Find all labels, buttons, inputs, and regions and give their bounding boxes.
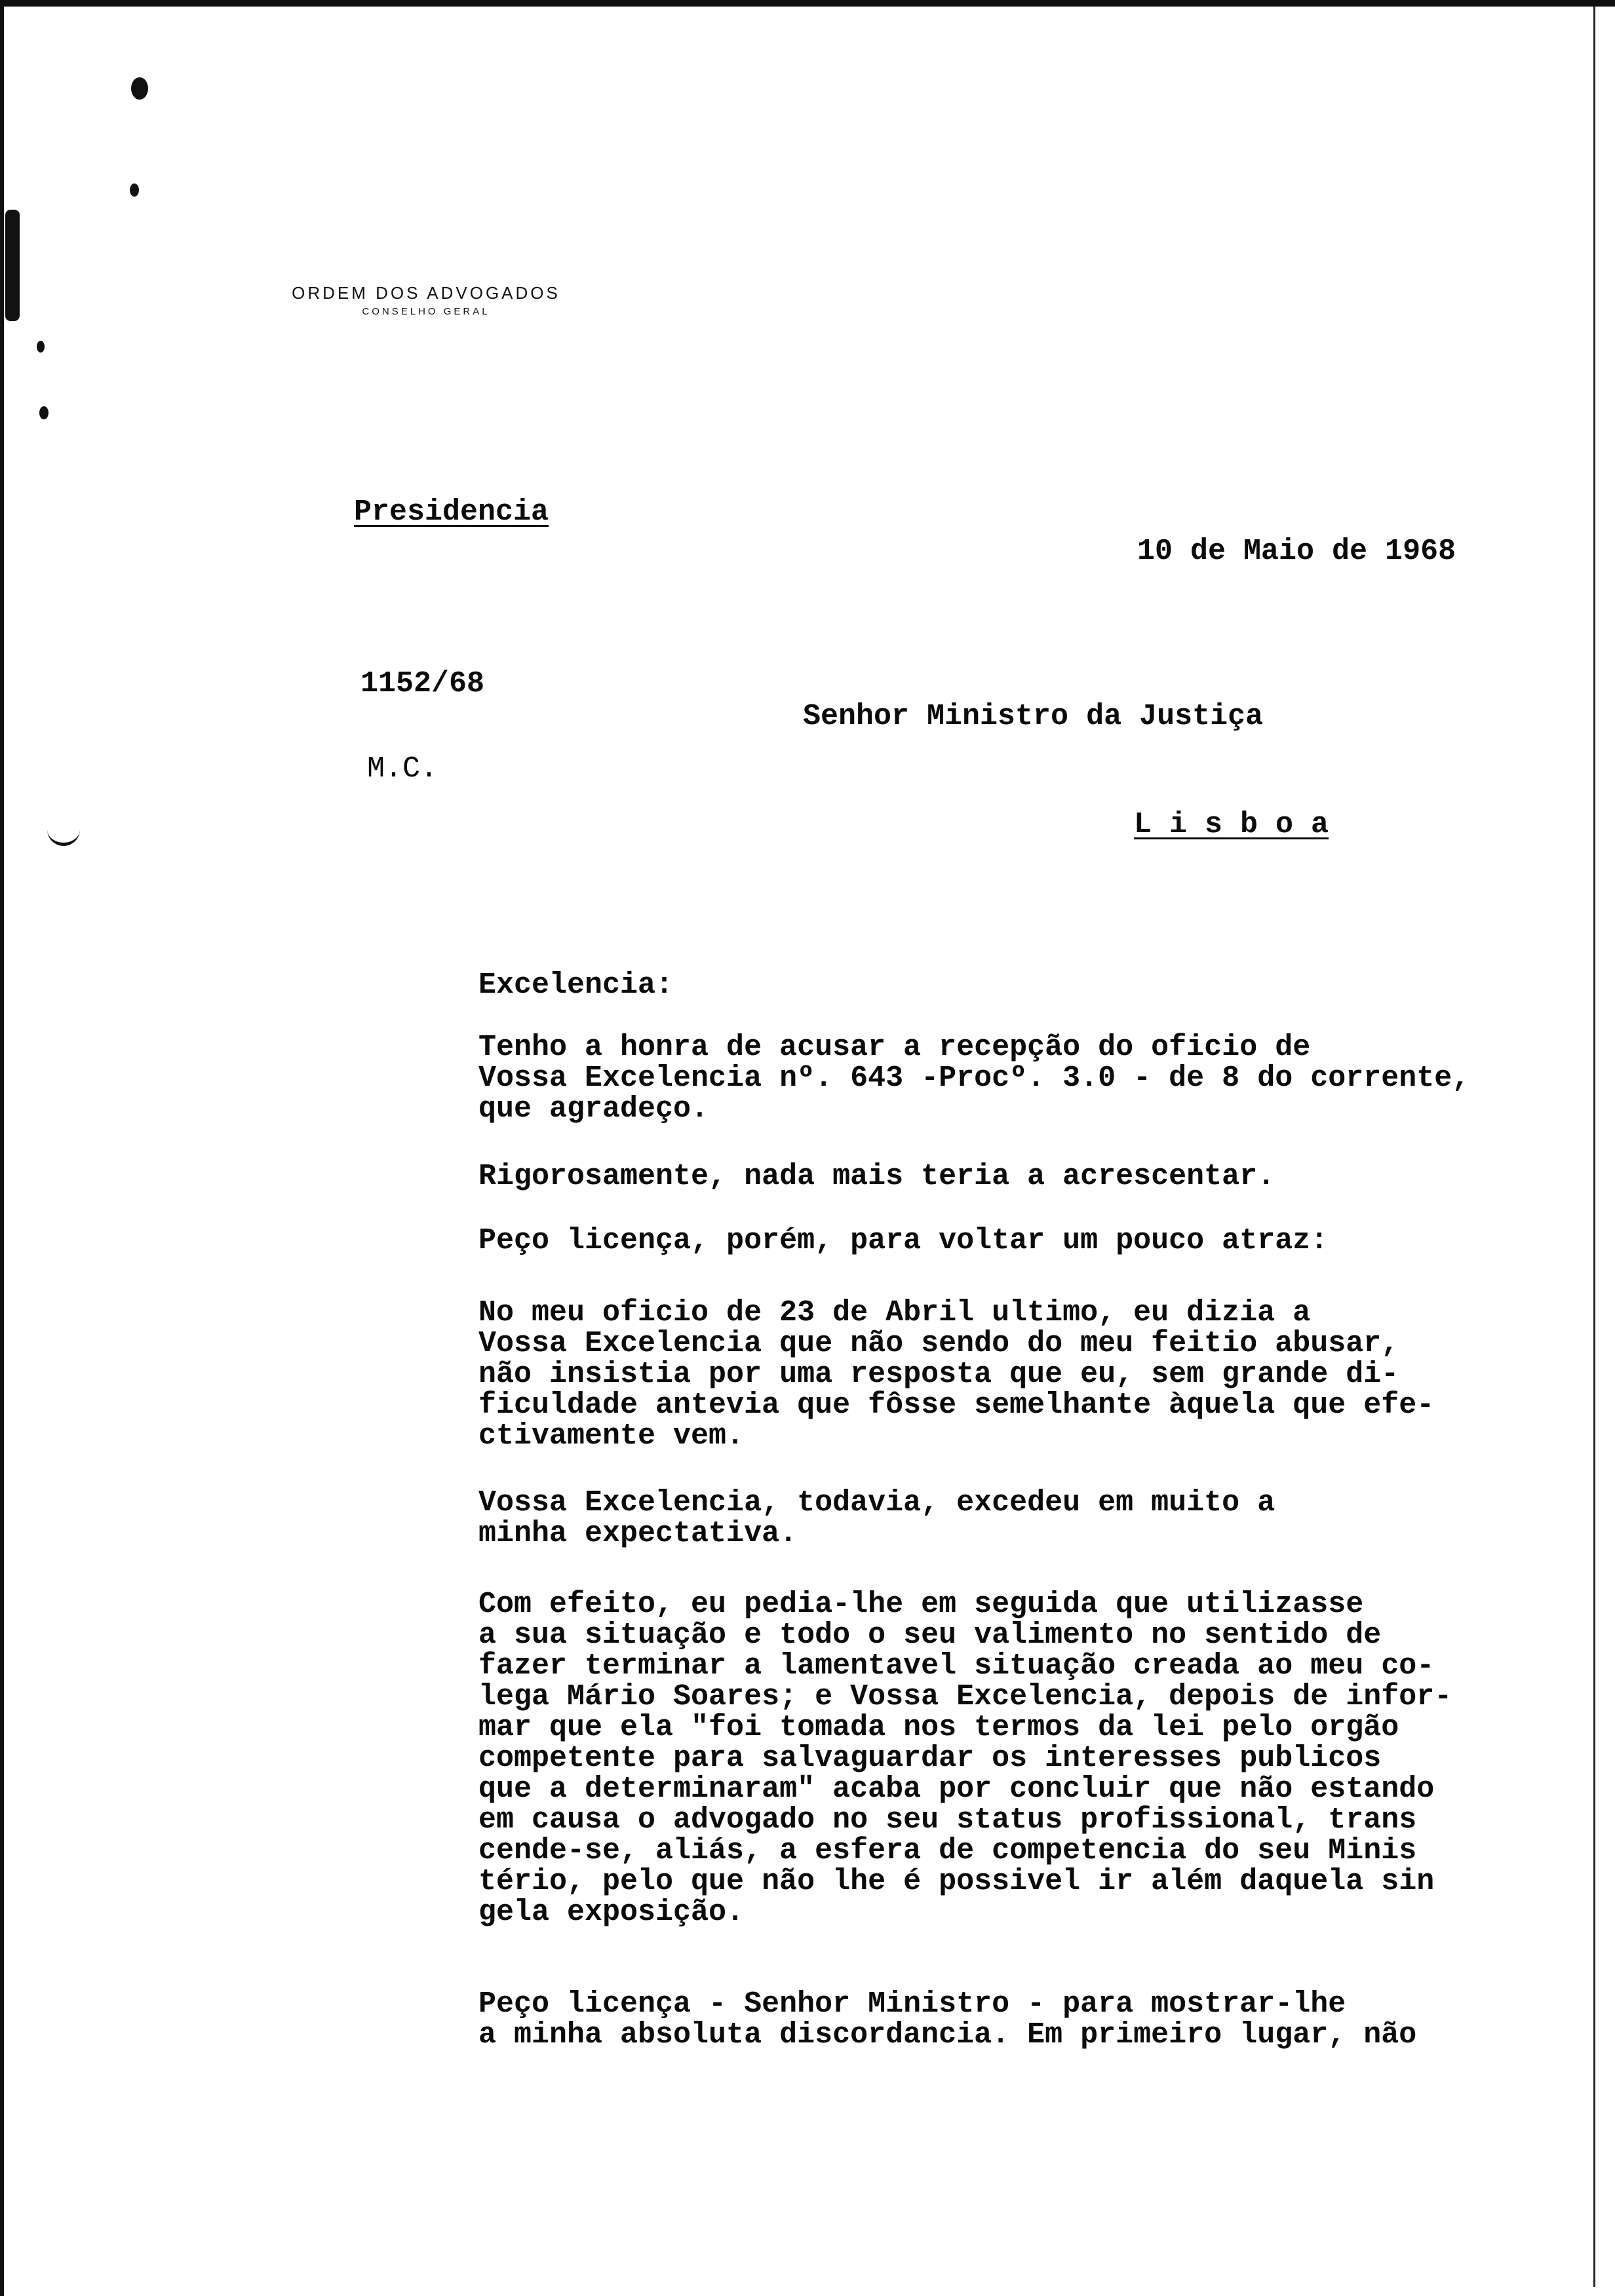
department-heading: Presidencia: [354, 495, 549, 529]
reference-number: 1152/68: [360, 667, 485, 700]
punch-hole-mark: [130, 183, 139, 197]
letter-date: 10 de Maio de 1968: [1137, 535, 1456, 568]
salutation: Excelencia:: [478, 968, 674, 1002]
addressee: Senhor Ministro da Justiça: [803, 700, 1264, 733]
punch-hole-mark: [131, 77, 148, 100]
scan-edge-left: [0, 0, 4, 2296]
paragraph-4: No meu oficio de 23 de Abril ultimo, eu dizia a Vossa Excelencia que não sendo do meu feitio abusar, não insistia por uma resposta que eu, sem grande di- ficuldade antevia que fôsse semelhante àquela que efe- ctivamente vem.: [478, 1296, 1435, 1453]
initials: M.C.: [367, 752, 438, 786]
paragraph-5: Vossa Excelencia, todavia, excedeu em muito a minha expectativa.: [478, 1486, 1275, 1550]
paragraph-1: Tenho a honra de acusar a recepção do oficio de Vossa Excelencia nº. 643 -Procº. 3.0 - de 8 do corrente, que agradeço.: [478, 1031, 1470, 1126]
paragraph-3: Peço licença, porém, para voltar um pouco atraz:: [478, 1224, 1329, 1257]
speck-mark: [5, 210, 20, 321]
speck-mark: [39, 406, 49, 419]
letterhead-council: CONSELHO GERAL: [362, 306, 490, 317]
pen-stroke-mark: [47, 826, 80, 846]
city: L i s b o a: [1134, 808, 1329, 841]
scan-edge-top: [0, 0, 1615, 7]
letterhead: [275, 282, 577, 320]
paragraph-6: Com efeito, eu pedia-lhe em seguida que utilizasse a sua situação e todo o seu valimento no sentido de fazer terminar a lamentavel situação creada ao meu co- lega Mário Soares; e Vossa Excelencia, depois de infor- mar que ela "foi tomada nos termos da lei pelo orgão competente para salvaguardar os interesses publicos que a determinaram" acaba por concluir que não estando em causa o advogado no seu status profissional, trans cende-se, aliás, a esfera de competencia do seu Minis tério, pelo que não lhe é possivel ir além daquela sin gela exposição.: [478, 1588, 1452, 1929]
paragraph-7: Peço licença - Senhor Ministro - para mostrar-lhe a minha absoluta discordancia. Em primeiro lugar, não: [478, 1987, 1417, 2052]
letterhead-organization: ORDEM DOS ADVOGADOS: [292, 283, 560, 303]
paragraph-2: Rigorosamente, nada mais teria a acrescentar.: [478, 1160, 1275, 1193]
scan-edge-right: [1593, 7, 1595, 2287]
speck-mark: [37, 341, 45, 353]
